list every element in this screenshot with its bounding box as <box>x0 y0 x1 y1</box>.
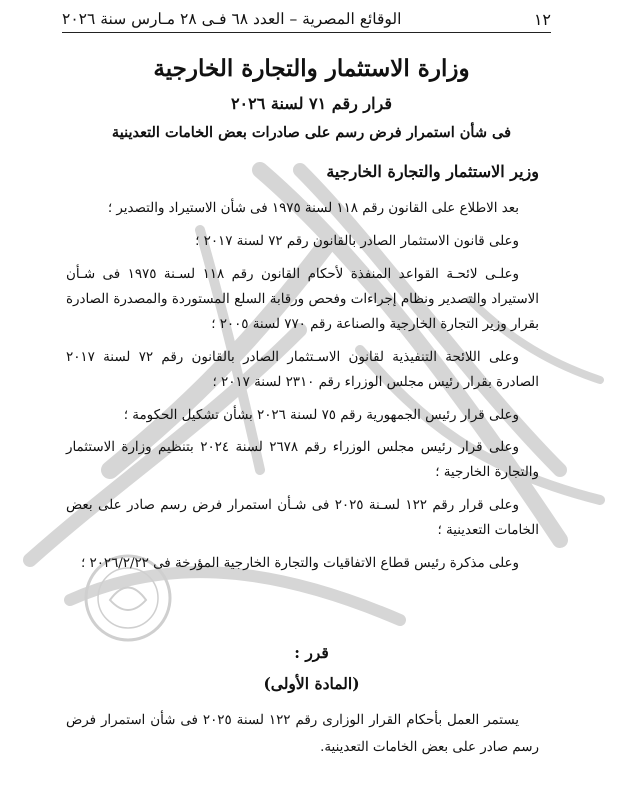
preamble-paragraph: بعد الاطلاع على القانون رقم ١١٨ لسنة ١٩٧٥ فى شأن الاستيراد والتصدير ؛ <box>107 201 519 216</box>
page-number: ١٢ <box>533 9 551 29</box>
preamble <box>66 196 539 584</box>
article-heading: (المادة الأولى) <box>263 674 360 693</box>
decree-number: قرار رقم ٧١ لسنة ٢٠٢٦ <box>230 94 393 113</box>
decision-word: قرر : <box>294 643 329 662</box>
preamble-paragraph: وعلى مذكرة رئيس قطاع الاتفاقيات والتجارة الخارجية المؤرخة فى ٢٠٢٦/٢/٢٢ ؛ <box>80 556 519 571</box>
gazette-issue-line: الوقائع المصرية – العدد ٦٨ فـى ٢٨ مـارس سنة ٢٠٢٦ <box>62 10 402 28</box>
preamble-paragraph: وعلى قرار رئيس مجلس الوزراء رقم ٢٦٧٨ لسنة ٢٠٢٤ بتنظيم وزارة الاستثمار والتجارة الخارجية ؛ <box>66 440 539 480</box>
page-header <box>62 6 551 33</box>
ministry-title: وزارة الاستثمار والتجارة الخارجية <box>153 55 470 82</box>
preamble-paragraph: وعلى قرار رقم ١٢٢ لسـنة ٢٠٢٥ فى شـأن استمرار فرض رسم صادر على بعض الخامات التعدينية ؛ <box>66 498 539 538</box>
preamble-paragraph: وعلـى لائحـة القواعد المنفذة لأحكام القانون رقم ١١٨ لسـنة ١٩٧٥ فى شـأن الاستيراد والتصدير ونظام إجراءات وفحص ورقابة السلع المستوردة والمصدرة الصادرة بقرار وزير التجارة الخارجية والصناعة رقم ٧٧٠ لسنة ٢٠٠٥ ؛ <box>66 267 539 332</box>
preamble-paragraph: وعلى قرار رئيس الجمهورية رقم ٧٥ لسنة ٢٠٢٦ بشأن تشكيل الحكومة ؛ <box>123 408 519 423</box>
issuer-title: وزير الاستثمار والتجارة الخارجية <box>326 162 539 181</box>
article-text: يستمر العمل بأحكام القرار الوزارى رقم ١٢٢ لسنة ٢٠٢٥ فى شأن استمرار فرض رسم صادر على بعض الخامات التعدينية. <box>66 713 539 755</box>
preamble-paragraph: وعلى قانون الاستثمار الصادر بالقانون رقم ٧٢ لسنة ٢٠١٧ ؛ <box>195 234 519 249</box>
preamble-paragraph: وعلى اللائحة التنفيذية لقانون الاسـتثمار الصادر بالقانون رقم ٧٢ لسنة ٢٠١٧ الصادرة بقرار رئيس مجلس الوزراء رقم ٢٣١٠ لسنة ٢٠١٧ ؛ <box>66 350 539 390</box>
decree-subject: فى شأن استمرار فرض رسم على صادرات بعض الخامات التعدينية <box>111 124 512 141</box>
